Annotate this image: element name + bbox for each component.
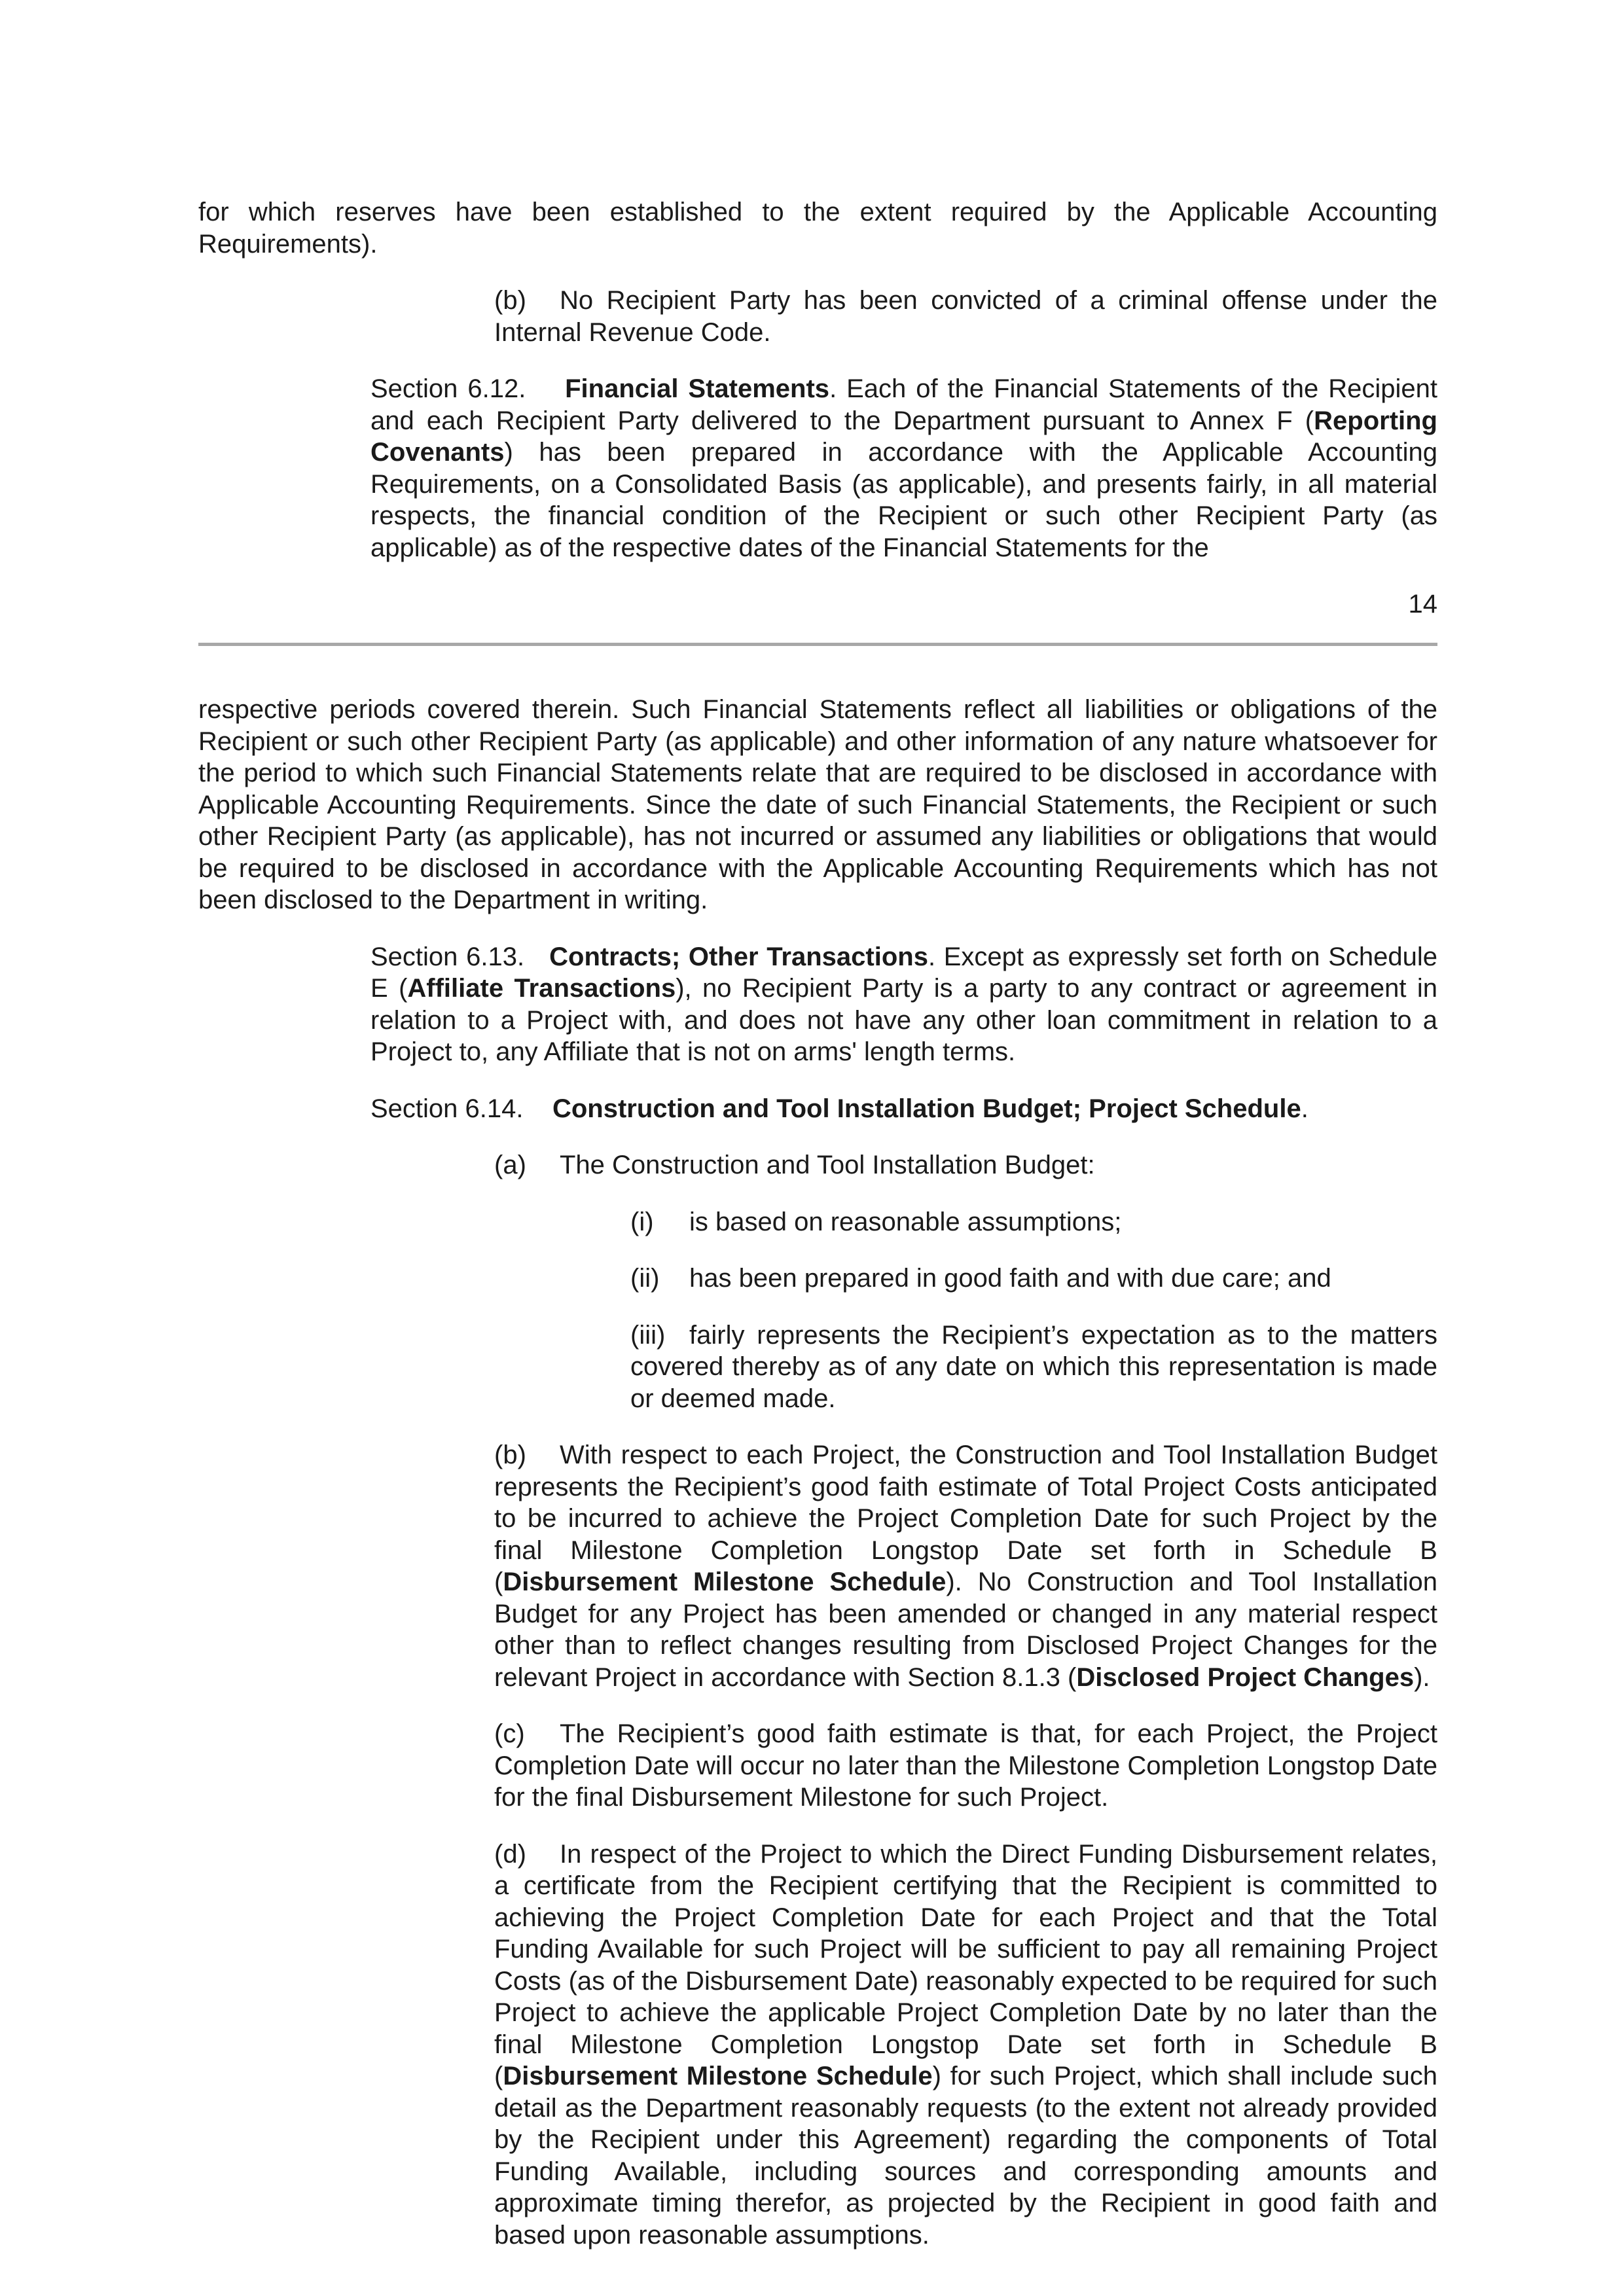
subclause-iii: (iii) fairly represents the Recipient’s expectation as to the matters covered thereby as of any date on which this representation is made or deemed made. xyxy=(630,1320,1437,1413)
section-title: Financial Statements xyxy=(565,374,830,403)
top-page-fragment xyxy=(198,196,1437,620)
defined-term: Affiliate Transactions xyxy=(407,974,676,1003)
section-6-12: Section 6.12. Financial Statements. Each of the Financial Statements of the Recipient and each Recipient Party delivered to the Department pursuant to Annex F (Reporting Covenants) has been prepared in accordance with the Applicable Accounting Requirements, on a Consolidated Basis (as applicable), and presents fairly, in all material respects, the financial condition of the Recipient or such other Recipient Party (as applicable) as of the respective dates of the Financial Statements for the xyxy=(370,374,1437,562)
subclause-ii: (ii) has been prepared in good faith and with due care; and xyxy=(198,1263,1437,1295)
paragraph-reserves: for which reserves have been established to the extent required by the Applicable Accounting Requirements). xyxy=(198,198,1437,259)
clause-number: (b) xyxy=(494,1441,526,1469)
clause-number: (ii) xyxy=(630,1264,660,1293)
section-title: Contracts; Other Transactions xyxy=(549,942,928,971)
clause-c: (c) The Recipient’s good faith estimate is that, for each Project, the Project Completion Date will occur no later than the Milestone Completion Longstop Date for the final Disbursement Milestone for such Project. xyxy=(494,1719,1437,1812)
page-number: 14 xyxy=(1408,590,1437,619)
clause-number: (iii) xyxy=(630,1320,666,1350)
clause-number: (i) xyxy=(630,1207,654,1236)
section-label: Section 6.14. xyxy=(370,1094,524,1123)
section-title: Construction and Tool Installation Budget; Project Schedule xyxy=(552,1094,1301,1123)
clause-d: (d) In respect of the Project to which the Direct Funding Disbursement relates, a certificate from the Recipient certifying that the Recipient is committed to achieving the Project Completion Date for each Project and that the Total Funding Available for such Project will be sufficient to pay all remaining Project Costs (as of the Disbursement Date) reasonably expected to be required for such Project to achieve the applicable Project Completion Date by no later than the final Milestone Completion Longstop Date set forth in Schedule B (Disbursement Milestone Schedule) for such Project, which shall include such detail as the Department reasonably requests (to the extent not already provided by the Recipient under this Agreement) regarding the components of Total Funding Available, including sources and corresponding amounts and approximate timing therefor, as projected by the Recipient in good faith and based upon reasonable assumptions. xyxy=(494,1839,1437,2250)
paragraph-continuation: respective periods covered therein. Such Financial Statements reflect all liabilities or obligations of the Recipient or such other Recipient Party (as applicable) and other information of any nature whatsoever for the period to which such Financial Statements relate that are required to be disclosed in accordance with Applicable Accounting Requirements. Since the date of such Financial Statements, the Recipient or such other Recipient Party (as applicable), has not incurred or assumed any liabilities or obligations that would be required to be disclosed in accordance with the Applicable Accounting Requirements which has not been disclosed to the Department in writing. xyxy=(198,695,1437,914)
clause-number: (c) xyxy=(494,1719,525,1748)
section-6-14-heading: Section 6.14. Construction and Tool Installation Budget; Project Schedule. xyxy=(370,1094,1308,1123)
clause-number: (a) xyxy=(494,1151,526,1179)
section-label: Section 6.12. xyxy=(370,374,526,403)
defined-term: Reporting Covenants xyxy=(370,406,1437,467)
subclause-i: (i) is based on reasonable assumptions; xyxy=(198,1206,1437,1238)
clause-a: (a) The Construction and Tool Installation Budget: xyxy=(198,1149,1437,1181)
defined-term: Disbursement Milestone Schedule xyxy=(503,2062,933,2090)
defined-term: Disclosed Project Changes xyxy=(1076,1662,1415,1692)
bottom-page-fragment xyxy=(198,694,1437,2251)
defined-term: Disbursement Milestone Schedule xyxy=(503,1568,947,1596)
page-divider xyxy=(198,643,1437,646)
section-label: Section 6.13. xyxy=(370,942,525,971)
clause-b-criminal-offense: (b) No Recipient Party has been convicted of a criminal offense under the Internal Revenue Code. xyxy=(494,286,1437,347)
clause-number: (d) xyxy=(494,1839,526,1869)
clause-number: (b) xyxy=(494,286,526,315)
clause-b: (b) With respect to each Project, the Construction and Tool Installation Budget represents the Recipient’s good faith estimate of Total Project Costs anticipated to be incurred to achieve the Project Completion Date for such Project by the final Milestone Completion Longstop Date set forth in Schedule B (Disbursement Milestone Schedule). No Construction and Tool Installation Budget for any Project has been amended or changed in any material respect other than to reflect changes resulting from Disclosed Project Changes for the relevant Project in accordance with Section 8.1.3 (Disclosed Project Changes). xyxy=(494,1441,1437,1692)
section-6-13: Section 6.13. Contracts; Other Transactions. Except as expressly set forth on Schedule E (Affiliate Transactions), no Recipient Party is a party to any contract or agreement in relation to a Project with, and does not have any other loan commitment in relation to a Project to, any Affiliate that is not on arms' length terms. xyxy=(370,942,1438,1066)
